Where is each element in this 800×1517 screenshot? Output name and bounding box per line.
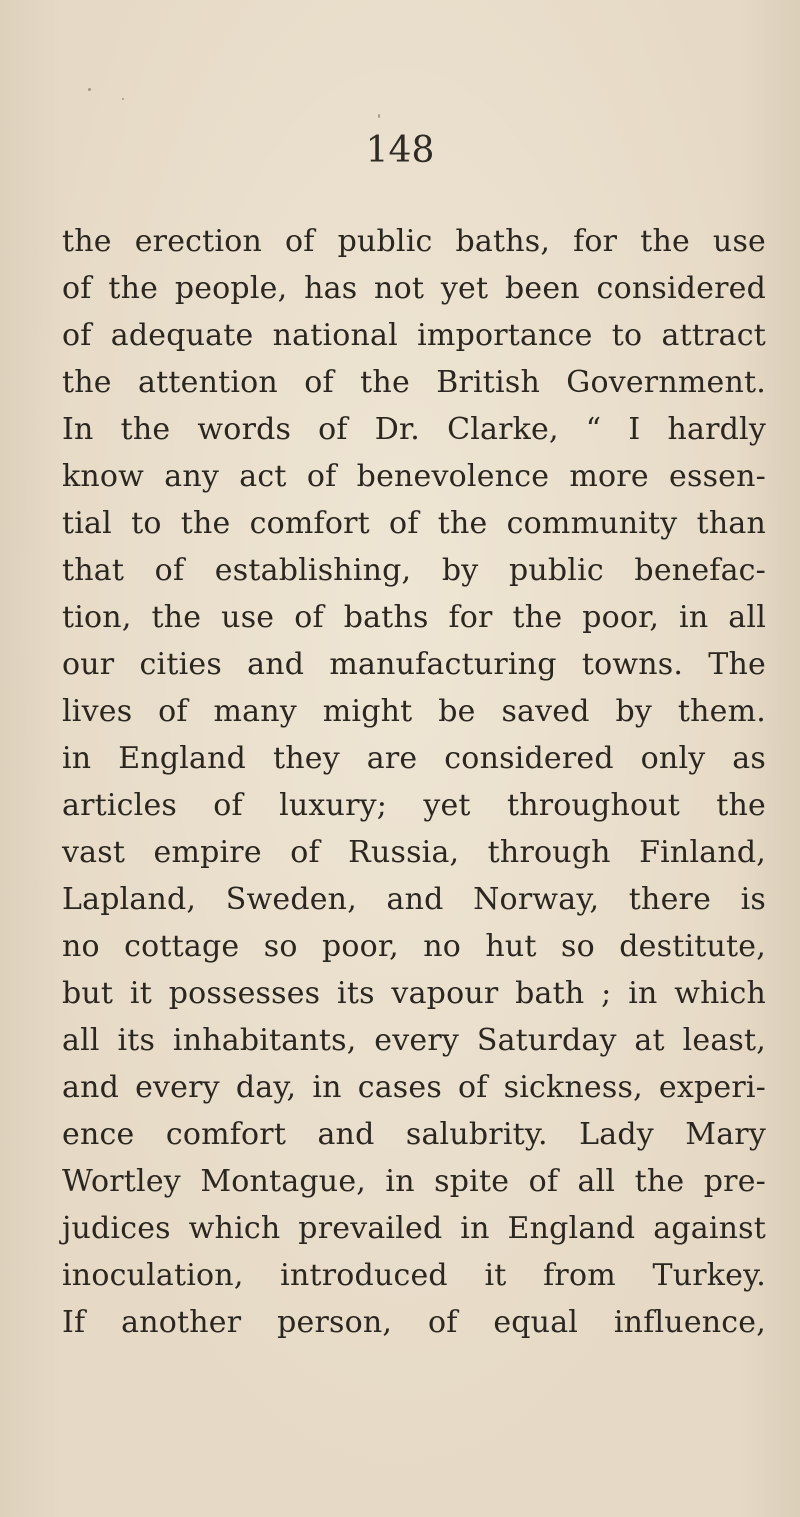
ink-speck [378, 114, 380, 118]
text-line: If another person, of equal influence, [62, 1305, 766, 1340]
text-line: but it possesses its vapour bath ; in which [62, 976, 766, 1011]
text-line: vast empire of Russia, through Finland, [62, 835, 766, 870]
text-line: the attention of the British Government. [62, 365, 766, 400]
text-line: the erection of public baths, for the use [62, 224, 766, 259]
text-line: our cities and manufacturing towns. The [62, 647, 766, 682]
text-line: Wortley Montague, in spite of all the pre- [62, 1164, 766, 1199]
text-line: lives of many might be saved by them. [62, 694, 766, 729]
text-line: Lapland, Sweden, and Norway, there is [62, 882, 766, 917]
text-line: that of establishing, by public benefac- [62, 553, 766, 588]
ink-speck [88, 88, 91, 91]
text-line: in England they are considered only as [62, 741, 766, 776]
text-line: judices which prevailed in England against [62, 1211, 766, 1246]
body-text [62, 218, 766, 1346]
text-line: ence comfort and salubrity. Lady Mary [62, 1117, 766, 1152]
text-line: of adequate national importance to attract [62, 318, 766, 353]
text-line: of the people, has not yet been considered [62, 271, 766, 306]
text-line: tion, the use of baths for the poor, in all [62, 600, 766, 635]
text-line: no cottage so poor, no hut so destitute, [62, 929, 766, 964]
ink-speck [122, 98, 124, 100]
text-line: articles of luxury; yet throughout the [62, 788, 766, 823]
text-line: tial to the comfort of the community than [62, 506, 766, 541]
text-line: inoculation, introduced it from Turkey. [62, 1258, 766, 1293]
text-line: all its inhabitants, every Saturday at least, [62, 1023, 766, 1058]
text-line: know any act of benevolence more essen- [62, 459, 766, 494]
text-line: In the words of Dr. Clarke, “ I hardly [62, 412, 766, 447]
page-number: 148 [365, 130, 435, 171]
text-line: and every day, in cases of sickness, experi- [62, 1070, 766, 1105]
